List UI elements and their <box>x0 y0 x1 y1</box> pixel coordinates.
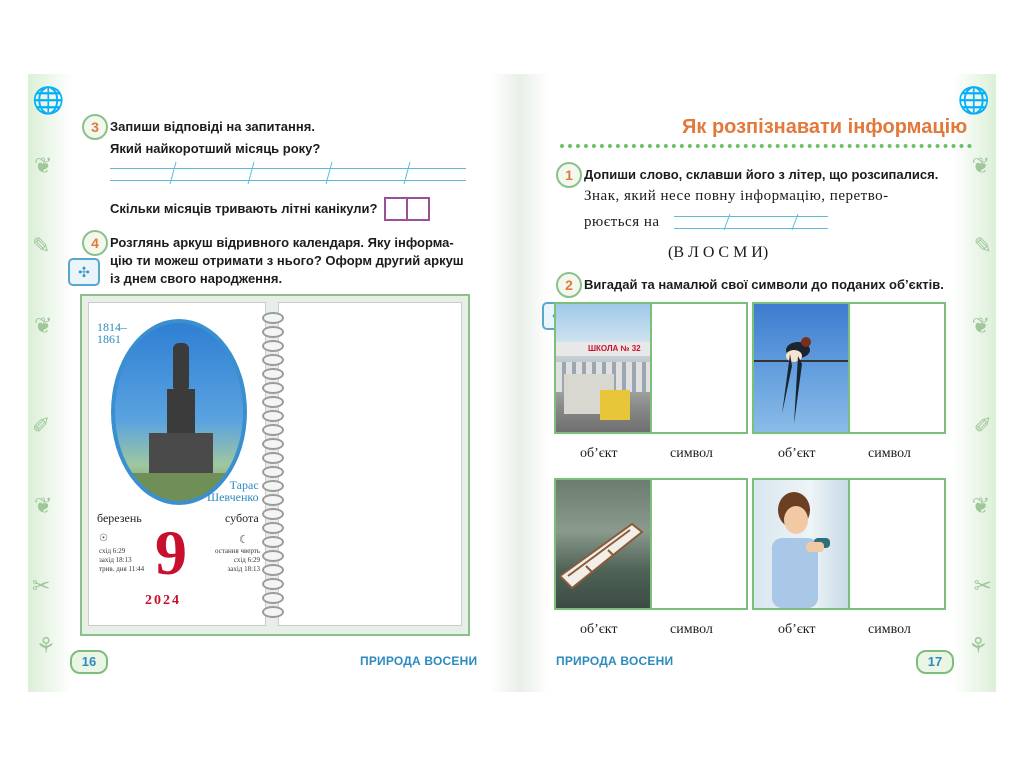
leaf-icon: ❦ <box>971 154 990 179</box>
heading-underline <box>560 144 972 148</box>
task-number-badge: 1 <box>556 162 582 188</box>
caption-object: об’єкт <box>778 622 816 637</box>
monument-photo <box>111 319 247 505</box>
plant-icon: ⚘ <box>968 634 988 659</box>
spiral-ring <box>262 578 284 590</box>
boat-icon <box>556 480 650 608</box>
caption-object: об’єкт <box>580 622 618 637</box>
leaf-icon: ❦ <box>971 314 990 339</box>
calendar-day-number: 9 <box>155 517 187 588</box>
spiral-ring <box>262 550 284 562</box>
task-title: Вигадай та намалюй свої символи до поданих об’єктів. <box>584 277 944 292</box>
spiral-ring <box>262 354 284 366</box>
spiral-ring <box>262 494 284 506</box>
question-shortest-month: Який найкоротший місяць року? <box>110 141 321 156</box>
spiral-ring <box>262 480 284 492</box>
calendar-sheet-blank[interactable] <box>278 302 462 626</box>
task-title: Запиши відповіді на запитання. <box>110 119 315 134</box>
task-number-badge: 2 <box>556 272 582 298</box>
caption-object: об’єкт <box>580 446 618 461</box>
right-page <box>520 74 996 692</box>
spiral-ring <box>262 410 284 422</box>
school-sign: ШКОЛА № 32 <box>588 344 641 353</box>
task-text-line: Розглянь аркуш відривного календаря. Яку інформа- <box>110 235 454 250</box>
tear-off-calendar <box>80 294 470 636</box>
sunrise-info: схід 6:29 захід 18:13 трив. дня 11:44 <box>99 547 145 573</box>
spiral-ring <box>262 396 284 408</box>
task-number-badge: 3 <box>82 114 108 140</box>
object-card <box>752 478 946 610</box>
calendar-month: березень <box>97 511 142 525</box>
pencil-icon: ✎ <box>973 234 992 259</box>
spiral-ring <box>262 438 284 450</box>
task-number-badge: 4 <box>82 230 108 256</box>
leaf-icon: ❦ <box>34 154 53 179</box>
spiral-ring <box>262 508 284 520</box>
footer-section-title: ПРИРОДА ВОСЕНИ <box>360 654 478 668</box>
task-title: Допиши слово, склавши його з літер, що розсипалися. <box>584 167 939 182</box>
leaf-icon: ❦ <box>34 314 53 339</box>
caption-object: об’єкт <box>778 446 816 461</box>
answer-line-hatching <box>110 160 466 186</box>
swallow-photo <box>754 304 848 432</box>
moon-info: остання чверть схід 6:29 захід 18:13 <box>215 547 261 573</box>
symbol-drawing-area[interactable] <box>850 480 944 608</box>
symbol-drawing-area[interactable] <box>652 304 746 432</box>
calendar-weekday: субота <box>225 511 259 525</box>
spiral-ring <box>262 326 284 338</box>
brush-icon: ✐ <box>32 414 51 439</box>
workbook-spread <box>28 74 996 692</box>
page-number: 17 <box>916 650 954 674</box>
calendar-year: 2024 <box>145 593 181 608</box>
page-number: 16 <box>70 650 108 674</box>
swallow-bird-icon <box>754 304 848 432</box>
task-text-line: Знак, який несе повну інформацію, перетво- <box>584 188 889 204</box>
spiral-ring <box>262 452 284 464</box>
spiral-ring <box>262 424 284 436</box>
spiral-ring <box>262 522 284 534</box>
object-card <box>554 478 748 610</box>
footer-section-title: ПРИРОДА ВОСЕНИ <box>556 654 674 668</box>
scattered-letters: (В Л О С М И) <box>668 244 769 261</box>
object-card <box>752 302 946 434</box>
moon-icon: ☾ <box>239 534 249 546</box>
school-photo <box>556 304 650 432</box>
task-text-line: рюється на <box>584 214 660 230</box>
spiral-ring <box>262 382 284 394</box>
answer-line-hatching <box>674 212 828 232</box>
boy-binoculars-photo <box>754 480 848 608</box>
symbol-drawing-area[interactable] <box>850 304 944 432</box>
pencil-icon: ✎ <box>32 234 51 259</box>
spiral-ring <box>262 592 284 604</box>
left-page <box>28 74 520 692</box>
sun-icon: ☉ <box>99 533 108 544</box>
spiral-ring <box>262 606 284 618</box>
spiral-ring <box>262 564 284 576</box>
question-summer-holidays: Скільки місяців тривають літні канікули? <box>110 201 378 216</box>
calendar-years: 1814– 1861 <box>97 320 127 346</box>
task-text-line: із днем свого народження. <box>110 271 283 286</box>
boat-photo <box>556 480 650 608</box>
calendar-person-name: Тарас Шевченко <box>207 478 259 504</box>
scissors-icon: ✂ <box>973 574 992 599</box>
caption-symbol: символ <box>868 446 911 461</box>
spiral-ring <box>262 466 284 478</box>
leaf-icon: ❦ <box>971 494 990 519</box>
leaf-icon: ❦ <box>34 494 53 519</box>
task-text-line: цію ти можеш отримати з нього? Оформ другий аркуш <box>110 253 464 268</box>
answer-box[interactable] <box>384 197 408 221</box>
globe-icon: 🌐 <box>957 86 990 116</box>
answer-box[interactable] <box>406 197 430 221</box>
section-heading: Як розпізнавати інформацію <box>682 116 968 138</box>
plant-icon: ⚘ <box>36 634 56 659</box>
globe-icon: 🌐 <box>32 86 65 116</box>
caption-symbol: символ <box>670 446 713 461</box>
brush-icon: ✐ <box>973 414 992 439</box>
spiral-ring <box>262 368 284 380</box>
caption-symbol: символ <box>670 622 713 637</box>
caption-symbol: символ <box>868 622 911 637</box>
spiral-ring <box>262 340 284 352</box>
boy-icon <box>754 480 848 608</box>
object-card <box>554 302 748 434</box>
puzzle-icon: ✣ <box>68 258 100 286</box>
scissors-icon: ✂ <box>32 574 51 599</box>
symbol-drawing-area[interactable] <box>652 480 746 608</box>
spiral-ring <box>262 312 284 324</box>
spiral-ring <box>262 536 284 548</box>
calendar-sheet-filled <box>88 302 266 626</box>
